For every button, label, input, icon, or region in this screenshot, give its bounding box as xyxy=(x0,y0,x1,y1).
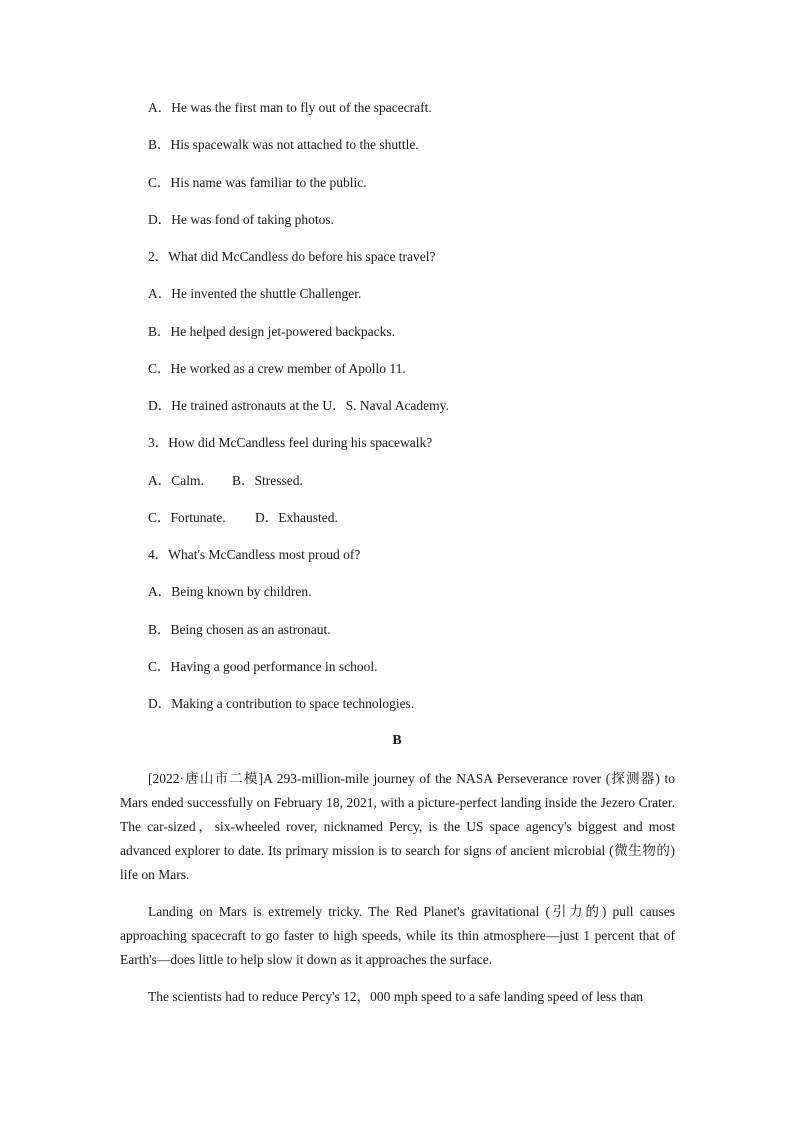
q1-option-b: B．His spacewalk was not attached to the shuttle. xyxy=(148,137,419,152)
q2-option-a: A．He invented the shuttle Challenger. xyxy=(148,286,362,301)
question-4: 4．What's McCandless most proud of? xyxy=(148,547,361,562)
q4-option-d: D．Making a contribution to space technologies. xyxy=(148,696,415,711)
q3-option-d: D．Exhausted. xyxy=(255,510,338,525)
q1-option-c: C．His name was familiar to the public. xyxy=(148,175,367,190)
question-3: 3．How did McCandless feel during his spacewalk? xyxy=(148,435,433,450)
q4-option-a: A．Being known by children. xyxy=(148,584,312,599)
q3-option-c: C．Fortunate. xyxy=(148,510,226,525)
q4-option-b: B．Being chosen as an astronaut. xyxy=(148,622,331,637)
question-2: 2．What did McCandless do before his space travel? xyxy=(148,249,436,264)
q3-options-row-2 xyxy=(148,509,338,527)
q1-option-a: A．He was the first man to fly out of the spacecraft. xyxy=(148,100,432,115)
q3-option-b: B．Stressed. xyxy=(232,473,303,488)
q3-options-row-1 xyxy=(148,472,303,490)
passage-paragraph-1: [2022·唐山市二模]A 293-million-mile journey of the NASA Perseverance rover (探测器) to Mars ended successfully on February 18, 2021, with a picture-perfect landing inside the Jezero Crater. The car-sized，six-wheeled rover, nicknamed Percy, is the US space agency's biggest and most advanced explorer to date. Its primary mission is to search for signs of ancient microbial (微生物的) life on Mars. xyxy=(120,771,675,882)
q4-option-c: C．Having a good performance in school. xyxy=(148,659,378,674)
q2-option-d: D．He trained astronauts at the U．S. Naval Academy. xyxy=(148,398,449,413)
q2-option-c: C．He worked as a crew member of Apollo 11. xyxy=(148,361,406,376)
q3-option-a: A．Calm. xyxy=(148,473,204,488)
q1-option-d: D．He was fond of taking photos. xyxy=(148,212,334,227)
passage-paragraph-2: Landing on Mars is extremely tricky. The Red Planet's gravitational (引力的) pull causes approaching spacecraft to go faster to high speeds, while its thin atmosphere—just 1 percent that of Earth's—does little to help slow it down as it approaches the surface. xyxy=(120,904,675,967)
passage-paragraph-3: The scientists had to reduce Percy's 12，000 mph speed to a safe landing speed of less than xyxy=(148,989,644,1004)
q2-option-b: B．He helped design jet-powered backpacks. xyxy=(148,324,396,339)
section-heading: B xyxy=(392,733,402,748)
